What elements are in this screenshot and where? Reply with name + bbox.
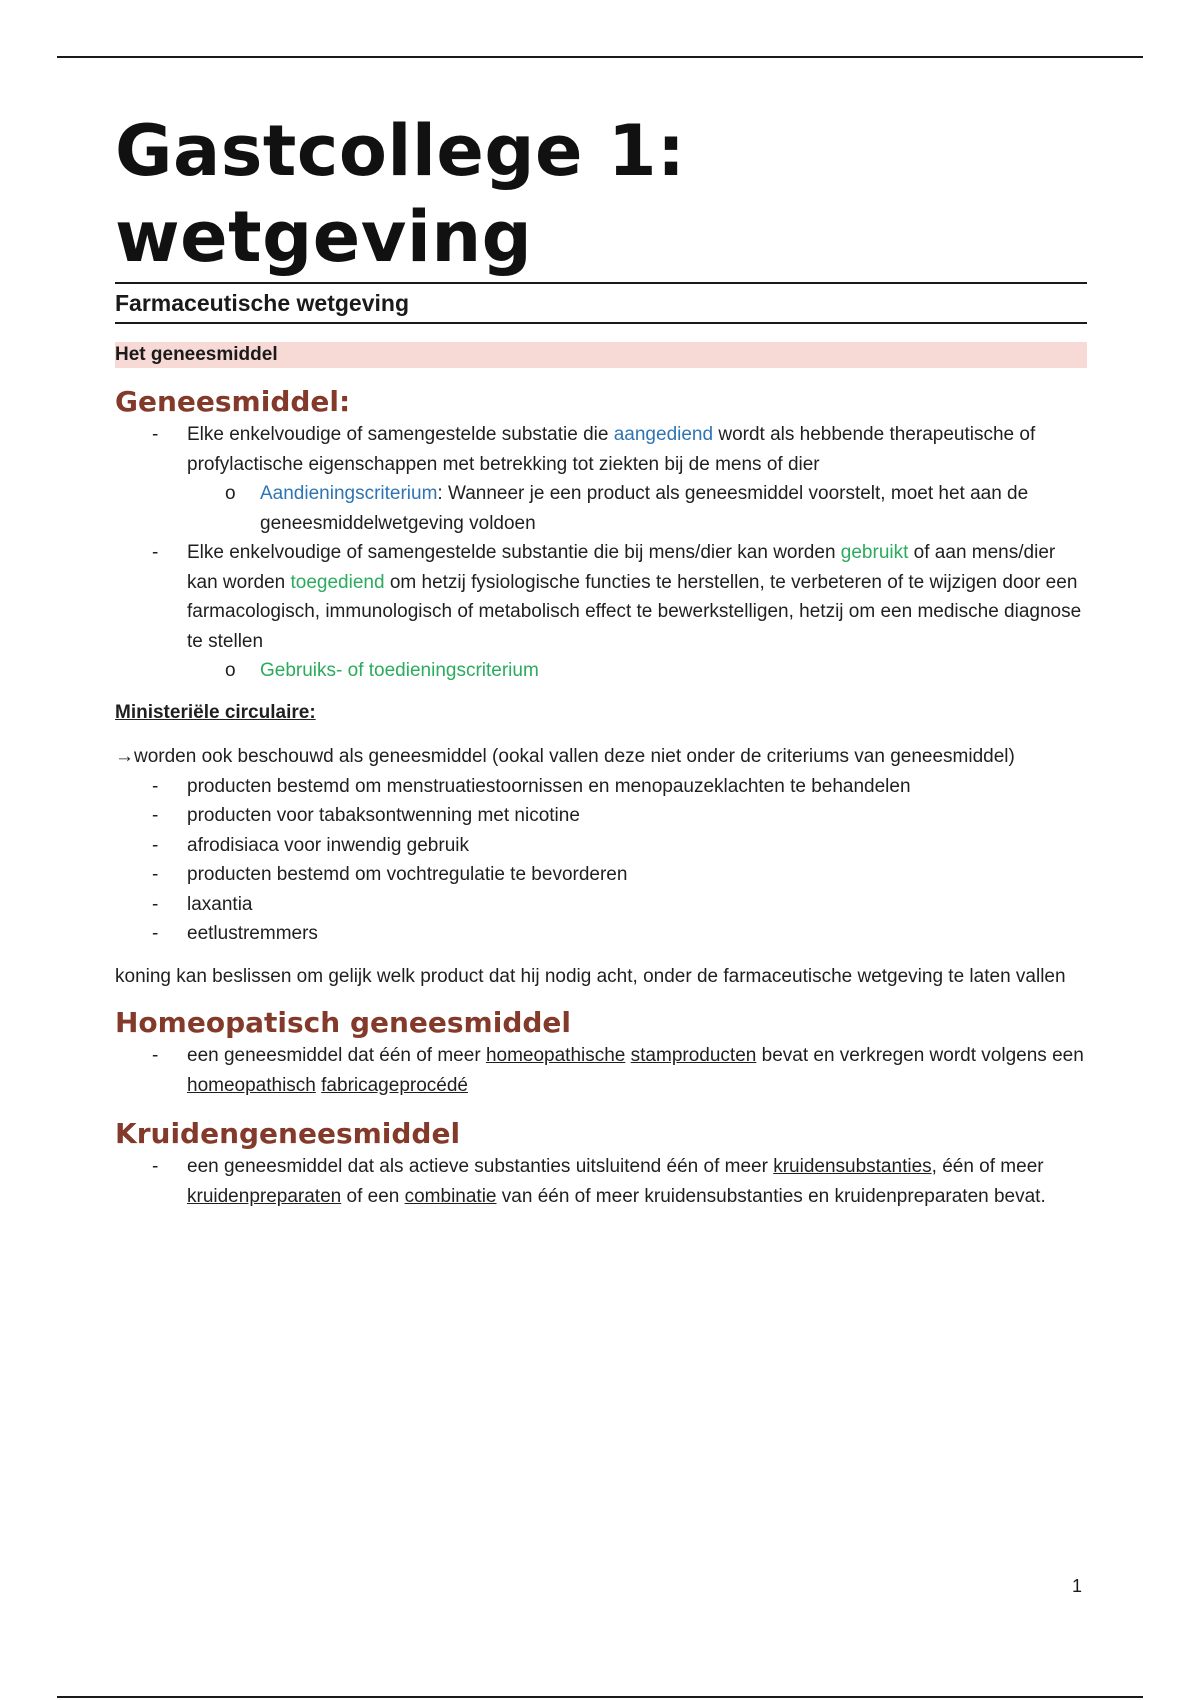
- list-item: - producten voor tabaksontwenning met nicotine: [115, 801, 1087, 831]
- sub-list-item: [115, 479, 1087, 538]
- item-text: van één of meer kruidensubstanties en kruidenpreparaten bevat.: [496, 1185, 1046, 1207]
- document-subtitle: Farmaceutische wetgeving: [115, 284, 1087, 324]
- term-homeopathisch: homeopathisch: [187, 1074, 316, 1096]
- list-item: [115, 538, 1087, 686]
- heading-kruidengeneesmiddel: Kruidengeneesmiddel: [115, 1117, 461, 1150]
- heading-ministeriele-circulaire: Ministeriële circulaire:: [115, 701, 316, 723]
- section-band-heading: Het geneesmiddel: [115, 342, 1087, 368]
- sub-list: [187, 479, 1087, 538]
- term-fabricageprocede: fabricageprocédé: [321, 1074, 468, 1096]
- page-top-rule: [57, 56, 1143, 58]
- term-aangediend: aangediend: [613, 424, 714, 445]
- homeopatisch-list: [115, 1041, 1087, 1100]
- item-text: een geneesmiddel dat als actieve substanties uitsluitend één of meer: [187, 1156, 774, 1177]
- list-item: - producten bestemd om vochtregulatie te bevorderen: [115, 860, 1087, 890]
- heading-geneesmiddel: Geneesmiddel:: [115, 385, 351, 418]
- term-aandieningscriterium: Aandieningscriterium: [260, 483, 438, 504]
- term-toegediend: toegediend: [290, 571, 385, 593]
- circulaire-list: [115, 772, 1087, 949]
- list-item: - eetlustremmers: [115, 919, 1087, 949]
- page-title: Gastcollege 1: wetgeving: [115, 108, 1087, 284]
- sub-list: [187, 656, 1087, 686]
- item-text: , één of meer: [931, 1156, 1044, 1177]
- list-item: [115, 1152, 1087, 1211]
- list-item: [115, 1041, 1087, 1100]
- sub-list-item: [115, 656, 1087, 686]
- item-text: bevat en verkregen wordt volgens een: [756, 1045, 1084, 1066]
- circulaire-intro: →worden ook beschouwd als geneesmiddel (ookal vallen deze niet onder de criteriums van geneesmiddel): [115, 746, 1015, 767]
- list-item: - producten bestemd om menstruatiestoornissen en menopauzeklachten te behandelen: [115, 772, 1087, 802]
- term-combinatie: combinatie: [404, 1185, 497, 1207]
- kruiden-list: [115, 1152, 1087, 1211]
- term-gebruikscriterium: Gebruiks- of toedieningscriterium: [260, 660, 539, 681]
- list-item: [115, 420, 1087, 538]
- page-number: 1: [1072, 1576, 1083, 1596]
- term-kruidensubstanties: kruidensubstanties: [773, 1156, 932, 1177]
- item-text: of een: [341, 1185, 405, 1207]
- list-item: - laxantia: [115, 890, 1087, 920]
- sub-item-text: : Wanneer je een product als geneesmiddel voorstelt, moet het aan de geneesmiddelwetgeving voldoen: [260, 483, 1029, 534]
- document-body: [115, 108, 1087, 1211]
- item-text: of aan mens/dier kan worden: [187, 542, 1056, 593]
- page-bottom-rule: [57, 1696, 1143, 1698]
- item-text: om hetzij fysiologische functies te herstellen, te verbeteren of te wijzigen door een farmacologisch, immunologisch of metabolisch effect te bewerkstelligen, hetzij om een medische diagnose te stellen: [187, 571, 1082, 652]
- item-text: Elke enkelvoudige of samengestelde substatie die: [187, 424, 614, 445]
- term-kruidenpreparaten: kruidenpreparaten: [187, 1185, 342, 1207]
- list-item: - afrodisiaca voor inwendig gebruik: [115, 831, 1087, 861]
- term-homeopathische: homeopathische: [485, 1045, 626, 1066]
- item-text: wordt als hebbende therapeutische of profylactische eigenschappen met betrekking tot ziekten bij de mens of dier: [187, 424, 1036, 475]
- item-text: een geneesmiddel dat één of meer: [187, 1045, 486, 1066]
- geneesmiddel-list: [115, 420, 1087, 686]
- term-gebruikt: gebruikt: [840, 542, 909, 563]
- term-stamproducten: stamproducten: [630, 1045, 757, 1066]
- koning-paragraph: koning kan beslissen om gelijk welk product dat hij nodig acht, onder de farmaceutische wetgeving te laten vallen: [115, 965, 1066, 987]
- heading-homeopatisch: Homeopatisch geneesmiddel: [115, 1006, 571, 1039]
- item-text: Elke enkelvoudige of samengestelde substantie die bij mens/dier kan worden: [187, 542, 841, 563]
